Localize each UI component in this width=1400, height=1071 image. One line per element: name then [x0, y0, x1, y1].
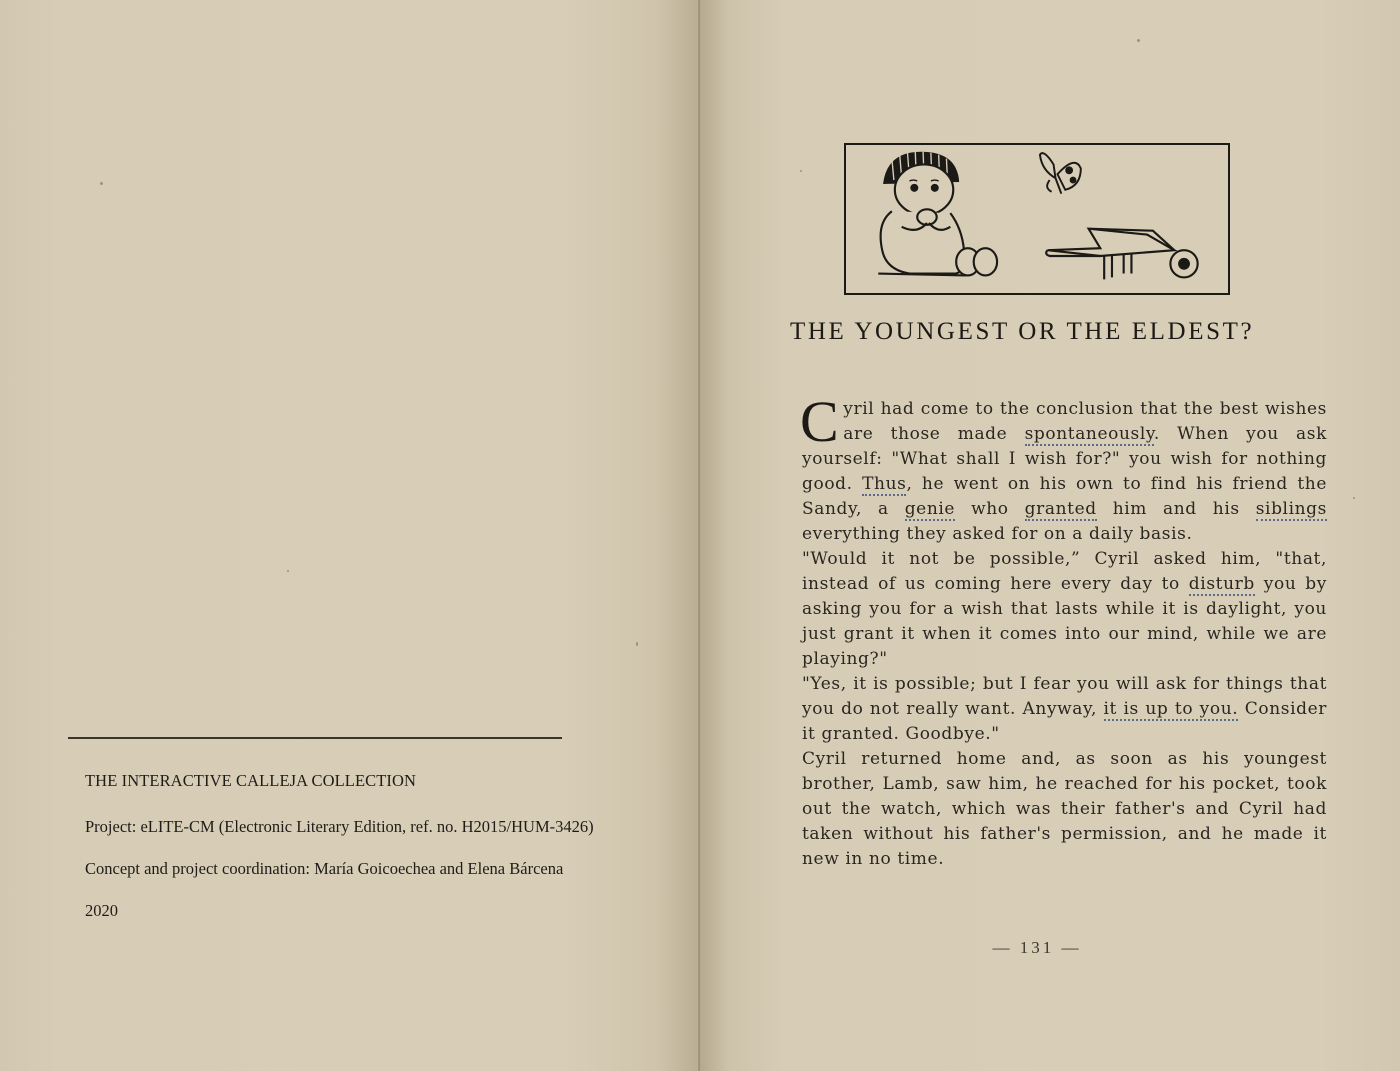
wheelbarrow-icon — [1046, 229, 1198, 280]
coordination-info: Concept and project coordination: María Goicoechea and Elena Bárcena — [85, 859, 564, 878]
chapter-illustration — [844, 143, 1230, 295]
glossary-link-spontaneously[interactable]: spontaneously — [1024, 424, 1154, 444]
collection-title: THE INTERACTIVE CALLEJA COLLECTION — [85, 771, 417, 790]
paper-speck — [1353, 497, 1355, 499]
glossary-link-it-is-up-to-you[interactable]: it is up to you. — [1103, 699, 1239, 719]
glossary-link-thus[interactable]: Thus — [862, 474, 907, 494]
story-paragraph — [802, 747, 1327, 872]
story-text-run: Consider it granted. Goodbye." — [802, 699, 1328, 744]
story-text-run: "Would it not be possible,” Cyril asked him, "that, instead of us coming here every day to — [802, 549, 1327, 594]
paper-speck — [1137, 39, 1140, 42]
butterfly-icon — [1040, 153, 1081, 194]
glossary-link-granted[interactable]: granted — [1024, 499, 1097, 519]
story-paragraph — [802, 672, 1327, 747]
credits-divider — [68, 737, 562, 739]
story-text-run: , he went on his own to find his friend the Sandy, a — [802, 474, 1327, 519]
story-text — [800, 389, 1328, 872]
glossary-link-disturb[interactable]: disturb — [1188, 574, 1255, 594]
drop-cap: C — [800, 389, 840, 454]
story-text-run: "Yes, it is possible; but I fear you will ask for things that you do not really want. Anyway, — [802, 674, 1327, 719]
story-text-run: him and his — [1096, 499, 1256, 519]
glossary-link-genie[interactable]: genie — [904, 499, 956, 519]
story-text-run: you by asking you for a wish that lasts while it is daylight, you just grant it when it comes into our mind, while we are playing?" — [802, 574, 1327, 669]
story-text-run: Cyril returned home and, as soon as his youngest brother, Lamb, saw him, he reached for his pocket, took out the watch, which was their father's and Cyril had taken without his father's permission, and he made it new in no time. — [802, 749, 1327, 869]
story-text-run: everything they asked for on a daily basis. — [802, 524, 1193, 544]
paper-speck — [636, 642, 638, 646]
glossary-link-siblings[interactable]: siblings — [1255, 499, 1327, 519]
publication-year: 2020 — [85, 901, 118, 920]
story-paragraph — [800, 389, 1327, 547]
page-number: — 131 — — [992, 938, 1082, 957]
story-text-run: . When you ask yourself: "What shall I wish for?" you wish for nothing good. — [802, 424, 1327, 494]
project-info: Project: eLITE-CM (Electronic Literary Edition, ref. no. H2015/HUM-3426) — [85, 817, 594, 836]
story-text-run: who — [955, 499, 1025, 519]
story-paragraph — [802, 547, 1327, 672]
baby-butterfly-wheelbarrow-illustration — [846, 145, 1228, 293]
credits-block — [85, 770, 607, 921]
chapter-title: THE YOUNGEST OR THE ELDEST? — [790, 318, 1255, 345]
paper-speck — [287, 570, 289, 572]
baby-figure — [878, 152, 997, 276]
paper-speck — [800, 170, 802, 172]
paper-speck — [100, 182, 103, 185]
story-text-run: yril had come to the conclusion that the best wishes are those made — [843, 399, 1327, 444]
